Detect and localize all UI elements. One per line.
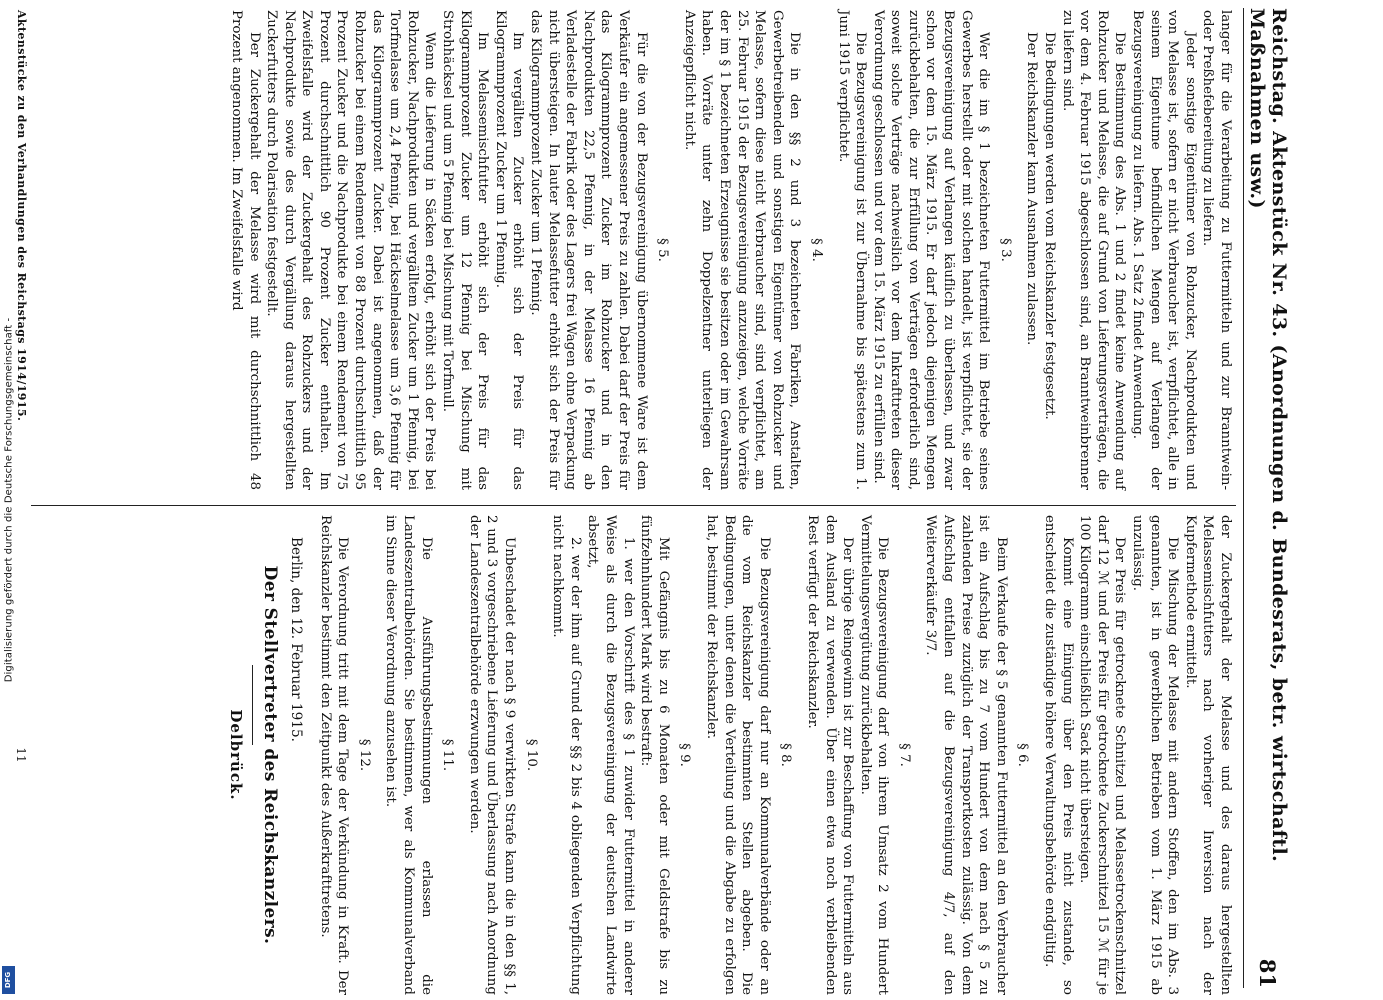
section-heading: § 10. (523, 738, 539, 772)
section-heading: § 6. (1015, 743, 1031, 767)
paragraph: Im Melassemischfutter erhöht sich der Preis für das Kilogrammprozent Zucker um 12 Pfennig bei Mischung mit Strohhäcksel und um 5 Pfennig bei Mischung mit Torfmull. (440, 10, 491, 490)
header-rule (1243, 8, 1244, 988)
page-number: 81 (1255, 958, 1281, 988)
paragraph: Wer die im § 1 bezeichneten Futtermittel im Betriebe seines Gewerbes herstellt oder mit solchen handelt, ist verpflichtet, sie der Bezugsvereinigung auf Verlangen käuflich zu überlassen, und zwar schon vor dem 15. März 1915. Er darf jedoch diejenigen Mengen zurückbehalten, die zur Erfüllung von Verträgen erforderlich sind, soweit solche Verträge nachweislich vor dem Inkrafttreten dieser Verordnung geschlossen und vor dem 15. März 1915 zu erfüllen sind. (870, 10, 992, 490)
paragraph: Der Zuckergehalt der Melasse wird mit durchschnittlich 48 Prozent angenommen. Im Zweifelsfalle wird (228, 10, 262, 490)
paragraph: Mit Gefängnis bis zu 6 Monaten oder mit Geldstrafe bis zu fünfzehnhundert Mark wird bestraft: (638, 515, 671, 995)
section-heading: § 5. (655, 238, 671, 262)
paragraph: Die Bedingungen werden vom Reichskanzler festgesetzt. (1042, 32, 1058, 420)
signature-name: Delbrück. (226, 709, 245, 801)
dfg-logo: DFG (2, 966, 15, 994)
paragraph: Unbeschadet der nach § 9 verwirkten Strafe kann die in den §§ 1, 2 und 3 vorgeschriebene Lieferung und Überlassung nach Anordnung der Landeszentralbehörde erzwungen werden. (466, 515, 518, 995)
paragraph: Im vergällten Zucker erhöht sich der Preis für das Kilogrammprozent Zucker um 1 Pfennig. (492, 10, 526, 490)
paragraph: Die Verordnung tritt mit dem Tage der Verkündung in Kraft. Der Reichskanzler bestimmt den Zeitpunkt des Außerkrafttretens. (317, 515, 351, 995)
list-item: 2. wer der ihm auf Grund der §§ 2 bis 4 obliegenden Verpflichtung nicht nachkommt. (550, 515, 583, 995)
section-heading: § 11. (440, 738, 456, 772)
section-heading: § 9. (677, 743, 693, 767)
paragraph: Die Bezugsvereinigung darf von ihrem Umsatz 2 vom Hundert Vermittelungsvergütung zurückbehalten. (857, 515, 891, 995)
section-heading: § 7. (896, 743, 912, 767)
paragraph: Die Bestimmung des Abs. 1 und 2 findet keine Anwendung auf Rohzucker und Melasse, die auf Grund von Lieferungsverträgen, die vor dem 4. Februar 1915 abgeschlossen sind, an Branntweinbrenner zu liefern sind. (1059, 10, 1128, 490)
paragraph: der Zuckergehalt der Melasse und des daraus hergestellten Melassemischfutters nach vorheriger Inversion nach der Kupfermethode ermittelt. (1182, 515, 1233, 995)
paragraph: langer für die Verarbeitung zu Futtermitteln und zur Branntwein- oder Preßhefebereitung zu liefern. (1200, 10, 1233, 490)
paragraph: Jeder sonstige Eigentümer von Rohzucker, Nachprodukten und von Melasse ist, sofern er nicht Verbraucher ist, verpflichtet, alle in seinem Eigentume befindlichen Mengen auf Verlangen der Bezugsvereinigung zu liefern. Abs. 1 Satz 2 findet Anwendung. (1130, 10, 1198, 490)
date-line: Berlin, den 12. Februar 1915. (288, 537, 305, 742)
paragraph: Die Bezugsvereinigung darf nur an Kommunalverbände oder an die vom Reichskanzler bestimmten Stellen abgeben. Die Bedingungen, unter denen die Verteilung und die Abgabe zu erfolgen hat, bestimmt der Reichskanzler. (703, 515, 772, 995)
running-head-title: Reichstag. Aktenstück Nr. 43. (Anordnungen d. Bundesrats, betr. wirtschaftl. Maßnahmen usw.) (1246, 8, 1290, 863)
footer-source: Aktenstücke zu den Verhandlungen des Reichstags 1914/1915. (15, 10, 28, 422)
paragraph: Die Mischung der Melasse mit andern Stoffen, den im Abs. 3 genannten, ist in gewerblichen Betrieben vom 1. März 1915 ab unzulässig. (1130, 515, 1181, 995)
list-item: 1. wer den Vorschrift des § 1 zuwider Futtermittel in anderer Weise als durch die Bezugsvereinigung der deutschen Landwirte absetzt, (585, 515, 636, 995)
footer-sheet-number: 11 (14, 747, 28, 763)
paragraph: Für die von der Bezugsvereinigung übernommene Ware ist dem Verkäufer ein angemessener Preis zu zahlen. Dabei darf der Preis für das Kilogrammprozent Zucker im Rohzucker und in den Nachprodukten 22,5 Pfennig, in der Melasse 16 Pfennig ab Verladestelle der Fabrik oder des Lagers frei Wagen ohne Verpackung nicht übersteigen. In lauter Melassefutter erhöht sich der Preis für das Kilogrammprozent Zucker um 1 Pfennig. (528, 10, 649, 490)
paragraph: Wenn die Lieferung in Säcken erfolgt, erhöht sich der Preis bei Rohzucker, Nachprodukten und vergälltem Zucker um 1 Pfennig, bei Torfmelasse um 2,4 Pfennig, bei Häckselmelasse um 3,6 Pfennig für das Kilogrammprozent Zucker. Dabei ist angenommen, daß der Rohzucker bei einem Rendement von 88 Prozent durchschnittlich 95 Prozent Zucker und die Nachprodukte bei einem Rendement von 75 Prozent durchschnittlich 90 Prozent Zucker enthalten. Im Zweifelsfalle wird der Zuckergehalt des Rohzuckers und der Nachprodukte sowie des durch Vergällung daraus hergestellten Zuckerfutters durch Polarisation festgestellt. (264, 10, 438, 490)
right-column (226, 515, 1234, 995)
section-heading: § 12. (356, 738, 372, 772)
signatory-title: Der Stellvertreter des Reichskanzlers. (260, 565, 281, 945)
funding-note: Digitalisierung gefördert durch die Deutsche Forschungsgemeinschaft - (3, 317, 15, 683)
document-page (10, 0, 1300, 1000)
paragraph: Der übrige Reingewinn ist zur Beschaffung von Futtermitteln aus dem Ausland zu verwenden. Über einen etwa noch verbleibenden Rest verfügt der Reichskanzler. (804, 515, 856, 995)
paragraph: Kommt eine Einigung über den Preis nicht zustande, so entscheidet die zuständige höhere Verwaltungsbehörde endgültig. (1042, 515, 1075, 995)
section-heading: § 4. (808, 238, 824, 262)
left-column (227, 10, 1234, 490)
paragraph: Der Preis für getrocknete Schnitzel und Melassetrockenschnitzel darf 12 ℳ und der Preis für getrocknete Zuckerschnitzel 15 ℳ für je 100 Kilogramm einschließlich Sack nicht übersteigen. (1077, 515, 1128, 995)
section-heading: § 3. (997, 238, 1013, 262)
paragraph: Der Reichskanzler kann Ausnahmen zulassen. (1024, 32, 1040, 346)
running-head (1248, 8, 1288, 988)
section-heading: § 8. (778, 743, 794, 767)
column-divider (31, 505, 1236, 506)
signature-rule (252, 665, 253, 745)
paragraph: Die Ausführungsbestimmungen erlassen die Landeszentralbehörden. Sie bestimmen, wer als Kommunalverband im Sinne dieser Verordnung anzusehen ist. (383, 515, 434, 995)
paragraph: Beim Verkaufe der § 5 genannten Futtermittel an den Verbraucher ist ein Aufschlag bis zu 7 vom Hundert von dem nach § 5 zu zahlenden Preise zuzüglich der Transportkosten zulässig. Von dem Aufschlag entfallen auf die Bezugsvereinigung 4/7, auf den Weiterverkäufer 3/7. (923, 515, 1009, 995)
paragraph: Die Bezugsvereinigung ist zur Übernahme bis spätestens zum 1. Juni 1915 verpflichtet. (835, 10, 869, 490)
paragraph: Die in den §§ 2 und 3 bezeichneten Fabriken, Anstalten, Gewerbetreibenden und sonstigen Eigentümer von Rohzucker und Melasse, sofern diese nicht Verbraucher sind, sind verpflichtet, am 25. Februar 1915 der Bezugsvereinigung anzuzeigen, welche Vorräte der im § 1 bezeichneten Erzeugnisse sie besitzen oder im Gewahrsam haben. Vorräte unter zehn Doppelzentner unterliegen der Anzeigepflicht nicht. (681, 10, 803, 490)
